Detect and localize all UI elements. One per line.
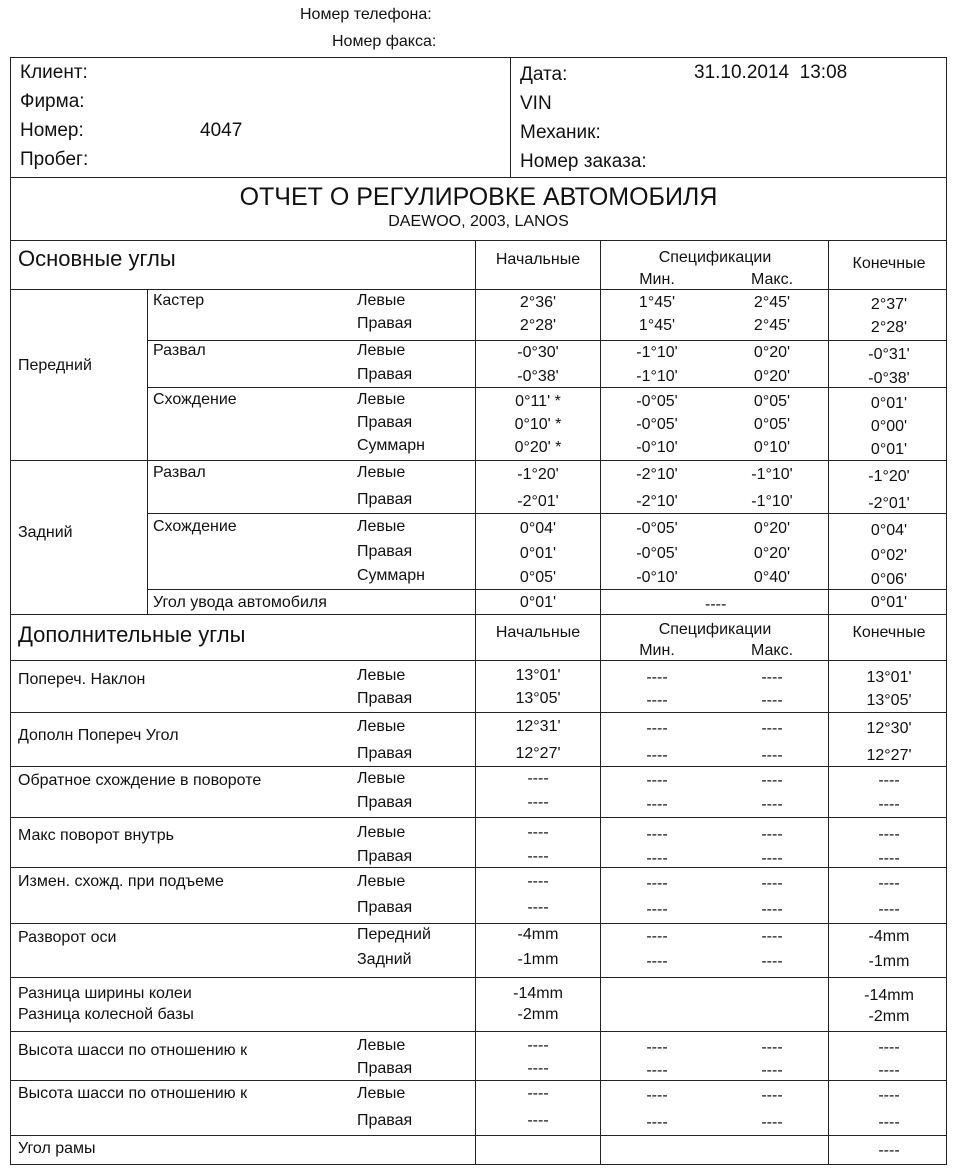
row-label: Дополн Попереч Угол [18, 727, 179, 744]
col-max-2: Макс. [750, 642, 794, 659]
row-label: Высота шасси по отношению к [18, 1042, 248, 1059]
col-final-2: Конечные [852, 624, 926, 641]
sep-line [10, 977, 947, 978]
row-side-label: Правая [357, 848, 413, 865]
cell-initial: 13°05' [515, 690, 561, 707]
title-bottom-line [10, 240, 947, 241]
row-group-label: Развал [153, 342, 206, 359]
row-group-label: Кастер [153, 292, 205, 309]
cell-final: -4mm [868, 928, 910, 945]
thrust-spec: ---- [705, 596, 727, 613]
thrust-initial: 0°01' [519, 594, 557, 611]
cell-initial: 2°36' [519, 294, 557, 311]
cell-initial: 13°01' [515, 667, 561, 684]
cell-initial: ---- [527, 824, 549, 841]
row-side-label: Правая [357, 1112, 413, 1129]
col-divider [475, 240, 476, 1165]
cell-final: 0°01' [870, 441, 908, 458]
firm-label: Фирма: [20, 91, 85, 112]
cell-initial: 0°20' * [514, 439, 562, 456]
sep-line [10, 1135, 947, 1136]
row-label: Обратное схождение в повороте [18, 772, 262, 789]
cell-initial: ---- [527, 873, 549, 890]
cell-spec-max: ---- [761, 928, 783, 945]
cell-spec-max: ---- [761, 1039, 783, 1056]
row-side-label: Левые [357, 770, 406, 787]
cell-initial: ---- [527, 1060, 549, 1077]
cell-final: -1mm [868, 953, 910, 970]
cell-final: ---- [878, 1039, 900, 1056]
col-initial-2: Начальные [495, 624, 581, 641]
cell-spec-max: 0°20' [753, 368, 791, 385]
sep-line [10, 1080, 947, 1081]
row-side-label: Левые [357, 824, 406, 841]
cell-initial: -0°30' [517, 344, 559, 361]
cell-final: ---- [878, 875, 900, 892]
sep-line [10, 923, 947, 924]
rear-axle-label: Задний [18, 524, 73, 541]
row-group-label: Схождение [153, 391, 237, 408]
cell-spec-min: ---- [646, 928, 668, 945]
front-axle-label: Передний [18, 357, 92, 374]
row-side-label: Правая [357, 794, 413, 811]
row-label: Разворот оси [18, 929, 117, 946]
sep-line [147, 340, 947, 341]
row-side-label: Правая [357, 414, 413, 431]
cell-final: -0°31' [868, 346, 910, 363]
cell-spec-max: 0°40' [753, 569, 791, 586]
order-label: Номер заказа: [520, 151, 647, 172]
cell-spec-max: ---- [761, 669, 783, 686]
row-side-label: Правая [357, 690, 413, 707]
cell-spec-min: 1°45' [638, 294, 676, 311]
cell-initial: ---- [527, 899, 549, 916]
cell-initial: ---- [527, 1112, 549, 1129]
cell-initial: 2°28' [519, 317, 557, 334]
sep-line [10, 867, 947, 868]
row-side-label: Суммарн [357, 567, 426, 584]
cell-spec-min: -0°05' [636, 416, 678, 433]
row-side-label: Левые [357, 391, 406, 408]
cell-final: -0°38' [868, 370, 910, 387]
mechanic-label: Механик: [520, 122, 601, 143]
cell-spec-min: ---- [646, 772, 668, 789]
date-value: 31.10.2014 13:08 [694, 62, 848, 83]
number-label: Номер: [20, 120, 84, 141]
report-subtitle: DAEWOO, 2003, LANOS [388, 213, 569, 230]
row-side-label: Левые [357, 667, 406, 684]
cell-initial: ---- [527, 848, 549, 865]
cell-initial: ---- [527, 1085, 549, 1102]
col-min-2: Мин. [639, 642, 675, 659]
cell-spec-min: ---- [646, 875, 668, 892]
cell-initial: ---- [527, 1037, 549, 1054]
fax-label: Номер факса: [332, 33, 437, 50]
cell-spec-max: ---- [761, 1114, 783, 1131]
cell-final: 0°06' [870, 571, 908, 588]
header-divider [510, 57, 511, 177]
header-bottom-line [10, 177, 947, 178]
group-divider [147, 289, 148, 614]
cell-initial: ---- [527, 770, 549, 787]
cell-spec-min: ---- [646, 1087, 668, 1104]
sep-line [10, 614, 947, 615]
row-label: Макс поворот внутрь [18, 827, 174, 844]
number-value: 4047 [200, 120, 243, 141]
row-side-label: Задний [357, 951, 412, 968]
client-label: Клиент: [20, 62, 88, 83]
extra-section-title: Дополнительные углы [18, 622, 246, 647]
row-side-label: Левые [357, 718, 406, 735]
row-label: Высота шасси по отношению к [18, 1085, 248, 1102]
cell-spec-min: 1°45' [638, 317, 676, 334]
row-label: Разница колесной базы [18, 1006, 194, 1023]
cell-spec-min: ---- [646, 692, 668, 709]
cell-spec-max: -1°10' [751, 466, 793, 483]
extra-header-line [10, 660, 947, 661]
cell-spec-min: -1°10' [636, 368, 678, 385]
cell-spec-max: 0°20' [753, 545, 791, 562]
row-side-label: Левые [357, 464, 406, 481]
cell-spec-max: -1°10' [751, 493, 793, 510]
row-side-label: Суммарн [357, 437, 426, 454]
cell-spec-min: ---- [646, 747, 668, 764]
cell-spec-max: ---- [761, 747, 783, 764]
cell-initial: -1°20' [517, 466, 559, 483]
row-side-label: Правая [357, 1060, 413, 1077]
cell-spec-max: ---- [761, 850, 783, 867]
cell-final: ---- [878, 850, 900, 867]
thrust-final: 0°01' [870, 594, 908, 611]
cell-initial: -14mm [513, 985, 563, 1002]
cell-spec-min: -0°05' [636, 393, 678, 410]
cell-final: 0°01' [870, 395, 908, 412]
row-side-label: Левые [357, 342, 406, 359]
cell-spec-max: 2°45' [753, 317, 791, 334]
sep-line [147, 387, 947, 388]
cell-spec-max: ---- [761, 772, 783, 789]
cell-spec-max: 0°05' [753, 416, 791, 433]
cell-initial: 0°01' [519, 545, 557, 562]
cell-final: 12°30' [866, 720, 912, 737]
cell-spec-max: ---- [761, 953, 783, 970]
cell-final: 2°28' [870, 319, 908, 336]
row-side-label: Левые [357, 873, 406, 890]
cell-final: -2°01' [868, 495, 910, 512]
cell-final: ---- [878, 796, 900, 813]
thrust-label: Угол увода автомобиля [153, 594, 327, 611]
col-min: Мин. [639, 271, 675, 288]
cell-initial: 0°04' [519, 520, 557, 537]
vin-label: VIN [520, 93, 552, 114]
row-side-label: Левые [357, 518, 406, 535]
main-section-title: Основные углы [18, 246, 176, 271]
row-side-label: Правая [357, 899, 413, 916]
cell-spec-min: ---- [646, 720, 668, 737]
mileage-label: Пробег: [20, 149, 89, 170]
row-label: Угол рамы [18, 1140, 96, 1157]
cell-initial: -0°38' [517, 368, 559, 385]
cell-spec-max: ---- [761, 720, 783, 737]
cell-spec-min: -1°10' [636, 344, 678, 361]
cell-initial: -2mm [517, 1006, 559, 1023]
cell-spec-max: ---- [761, 901, 783, 918]
cell-spec-min: -0°05' [636, 545, 678, 562]
cell-spec-max: ---- [761, 692, 783, 709]
phone-label: Номер телефона: [300, 6, 432, 23]
row-side-label: Правая [357, 491, 413, 508]
cell-initial: -1mm [517, 951, 559, 968]
cell-spec-min: ---- [646, 953, 668, 970]
cell-spec-max: 0°10' [753, 439, 791, 456]
cell-spec-min: -0°10' [636, 439, 678, 456]
col-final: Конечные [852, 255, 926, 272]
cell-final: -14mm [864, 987, 914, 1004]
cell-spec-max: ---- [761, 875, 783, 892]
cell-initial: -2°01' [517, 493, 559, 510]
sep-line [10, 817, 947, 818]
cell-final: ---- [878, 1087, 900, 1104]
cell-spec-min: ---- [646, 901, 668, 918]
row-side-label: Левые [357, 1085, 406, 1102]
cell-spec-max: 0°05' [753, 393, 791, 410]
cell-spec-max: ---- [761, 826, 783, 843]
cell-spec-max: ---- [761, 1062, 783, 1079]
cell-final: -1°20' [868, 468, 910, 485]
cell-spec-max: ---- [761, 796, 783, 813]
col-divider [600, 240, 601, 1165]
cell-spec-min: ---- [646, 1114, 668, 1131]
cell-spec-min: -2°10' [636, 493, 678, 510]
col-divider [828, 240, 829, 1165]
col-spec: Спецификации [658, 249, 772, 266]
cell-spec-min: -0°05' [636, 520, 678, 537]
cell-initial: 0°11' * [515, 393, 561, 410]
row-side-label: Правая [357, 366, 413, 383]
sep-line [147, 589, 947, 590]
sep-line [10, 460, 947, 461]
cell-initial: 12°27' [515, 745, 561, 762]
row-side-label: Левые [357, 292, 406, 309]
row-side-label: Правая [357, 543, 413, 560]
row-group-label: Схождение [153, 518, 237, 535]
cell-final: ---- [878, 826, 900, 843]
cell-final: 0°02' [870, 547, 908, 564]
cell-spec-min: ---- [646, 1039, 668, 1056]
cell-final: 13°01' [866, 669, 912, 686]
sep-line [147, 513, 947, 514]
cell-final: 13°05' [866, 692, 912, 709]
row-side-label: Правая [357, 315, 413, 332]
col-initial: Начальные [495, 251, 581, 268]
cell-spec-min: ---- [646, 826, 668, 843]
row-group-label: Развал [153, 464, 206, 481]
cell-final: ---- [878, 1142, 900, 1159]
cell-spec-max: 0°20' [753, 520, 791, 537]
cell-final: ---- [878, 772, 900, 789]
cell-spec-min: ---- [646, 850, 668, 867]
cell-final: 0°04' [870, 522, 908, 539]
sep-line [10, 766, 947, 767]
cell-initial: 0°05' [519, 569, 557, 586]
main-header-line [10, 289, 947, 290]
cell-spec-max: ---- [761, 1087, 783, 1104]
sep-line [10, 1031, 947, 1032]
row-label: Измен. схожд. при подъеме [18, 873, 224, 890]
cell-initial: 0°10' * [514, 416, 562, 433]
cell-spec-min: -0°10' [636, 569, 678, 586]
cell-spec-min: ---- [646, 796, 668, 813]
cell-final: -2mm [868, 1008, 910, 1025]
cell-final: 0°00' [870, 418, 908, 435]
cell-final: ---- [878, 901, 900, 918]
date-label: Дата: [520, 64, 568, 85]
cell-initial: -4mm [517, 926, 559, 943]
report-title: ОТЧЕТ О РЕГУЛИРОВКЕ АВТОМОБИЛЯ [239, 183, 718, 211]
cell-initial: ---- [527, 794, 549, 811]
cell-final: 2°37' [870, 296, 908, 313]
cell-final: ---- [878, 1114, 900, 1131]
sep-line [10, 712, 947, 713]
cell-spec-max: 2°45' [753, 294, 791, 311]
row-label: Попереч. Наклон [18, 671, 146, 688]
cell-initial: 12°31' [515, 718, 561, 735]
cell-spec-max: 0°20' [753, 344, 791, 361]
row-side-label: Передний [357, 926, 431, 943]
cell-final: ---- [878, 1062, 900, 1079]
cell-spec-min: ---- [646, 1062, 668, 1079]
cell-final: 12°27' [866, 747, 912, 764]
row-label: Разница ширины колеи [18, 985, 192, 1002]
cell-spec-min: ---- [646, 669, 668, 686]
col-spec-2: Спецификации [658, 621, 772, 638]
cell-spec-min: -2°10' [636, 466, 678, 483]
col-max: Макс. [750, 271, 794, 288]
row-side-label: Левые [357, 1037, 406, 1054]
row-side-label: Правая [357, 745, 413, 762]
